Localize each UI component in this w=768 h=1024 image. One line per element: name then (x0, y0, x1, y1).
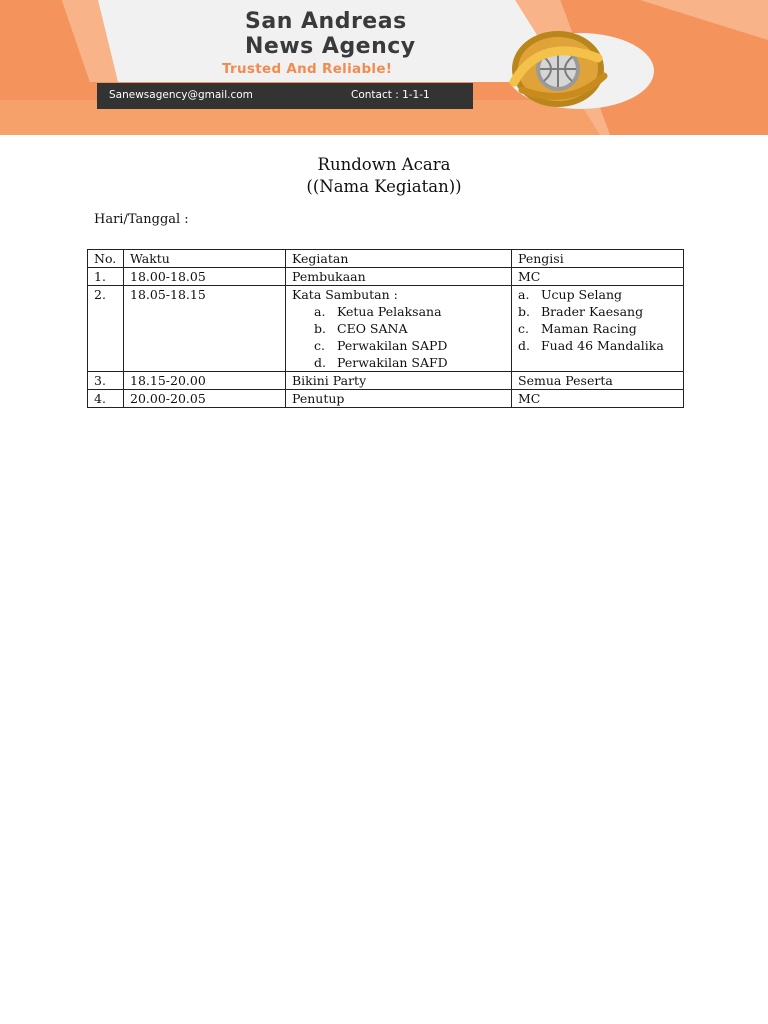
list-item-text: Fuad 46 Mandalika (541, 338, 664, 353)
letterhead-banner (0, 0, 768, 135)
globe-logo-icon (500, 24, 660, 114)
row-activity-cell (286, 286, 512, 372)
brand-tagline: Trusted And Reliable! (222, 61, 393, 77)
table-row (88, 268, 684, 286)
contact-email: Sanewsagency@gmail.com (109, 89, 253, 101)
row-activity: Bikini Party (286, 372, 512, 390)
row-time: 18.05-18.15 (124, 286, 286, 372)
list-item-text: Brader Kaesang (541, 304, 644, 319)
list-marker: c. (314, 338, 325, 353)
date-label: Hari/Tanggal : (94, 212, 189, 227)
list-item (518, 320, 683, 337)
list-item-text: CEO SANA (337, 321, 408, 336)
list-item (518, 286, 683, 303)
row-activity: Kata Sambutan : (292, 287, 398, 302)
list-marker: a. (314, 304, 326, 319)
row-time: 20.00-20.05 (124, 390, 286, 408)
row-activity: Pembukaan (286, 268, 512, 286)
list-item (518, 303, 683, 320)
header-no: No. (88, 250, 124, 268)
row-number: 4. (88, 390, 124, 408)
row-activity: Penutup (286, 390, 512, 408)
contact-bar (97, 83, 473, 109)
list-marker: a. (518, 287, 530, 302)
row-speaker: Semua Peserta (512, 372, 684, 390)
list-item-text: Ketua Pelaksana (337, 304, 442, 319)
row-number: 1. (88, 268, 124, 286)
list-item (292, 303, 511, 320)
contact-number: Contact : 1-1-1 (351, 89, 430, 101)
row-speaker-cell (512, 286, 684, 372)
list-item (292, 354, 511, 371)
list-item-text: Perwakilan SAFD (337, 355, 448, 370)
row-time: 18.00-18.05 (124, 268, 286, 286)
header-time: Waktu (124, 250, 286, 268)
header-speaker: Pengisi (512, 250, 684, 268)
list-item (292, 320, 511, 337)
list-marker: d. (314, 355, 326, 370)
list-item (518, 337, 683, 354)
list-marker: d. (518, 338, 530, 353)
table-row (88, 390, 684, 408)
list-item (292, 337, 511, 354)
list-item-text: Perwakilan SAPD (337, 338, 448, 353)
row-speaker: MC (512, 390, 684, 408)
rundown-table (87, 249, 684, 408)
brand-name-line1: San Andreas (245, 9, 407, 34)
row-speaker: MC (512, 268, 684, 286)
list-item-text: Ucup Selang (541, 287, 623, 302)
table-row (88, 372, 684, 390)
row-number: 2. (88, 286, 124, 372)
row-number: 3. (88, 372, 124, 390)
list-marker: b. (314, 321, 326, 336)
table-header-row (88, 250, 684, 268)
document-subtitle: ((Nama Kegiatan)) (306, 177, 462, 196)
header-activity: Kegiatan (286, 250, 512, 268)
table-row (88, 286, 684, 372)
list-marker: c. (518, 321, 529, 336)
document-title: Rundown Acara (317, 155, 451, 174)
list-marker: b. (518, 304, 530, 319)
list-item-text: Maman Racing (541, 321, 637, 336)
brand-name-line2: News Agency (245, 34, 416, 59)
row-time: 18.15-20.00 (124, 372, 286, 390)
